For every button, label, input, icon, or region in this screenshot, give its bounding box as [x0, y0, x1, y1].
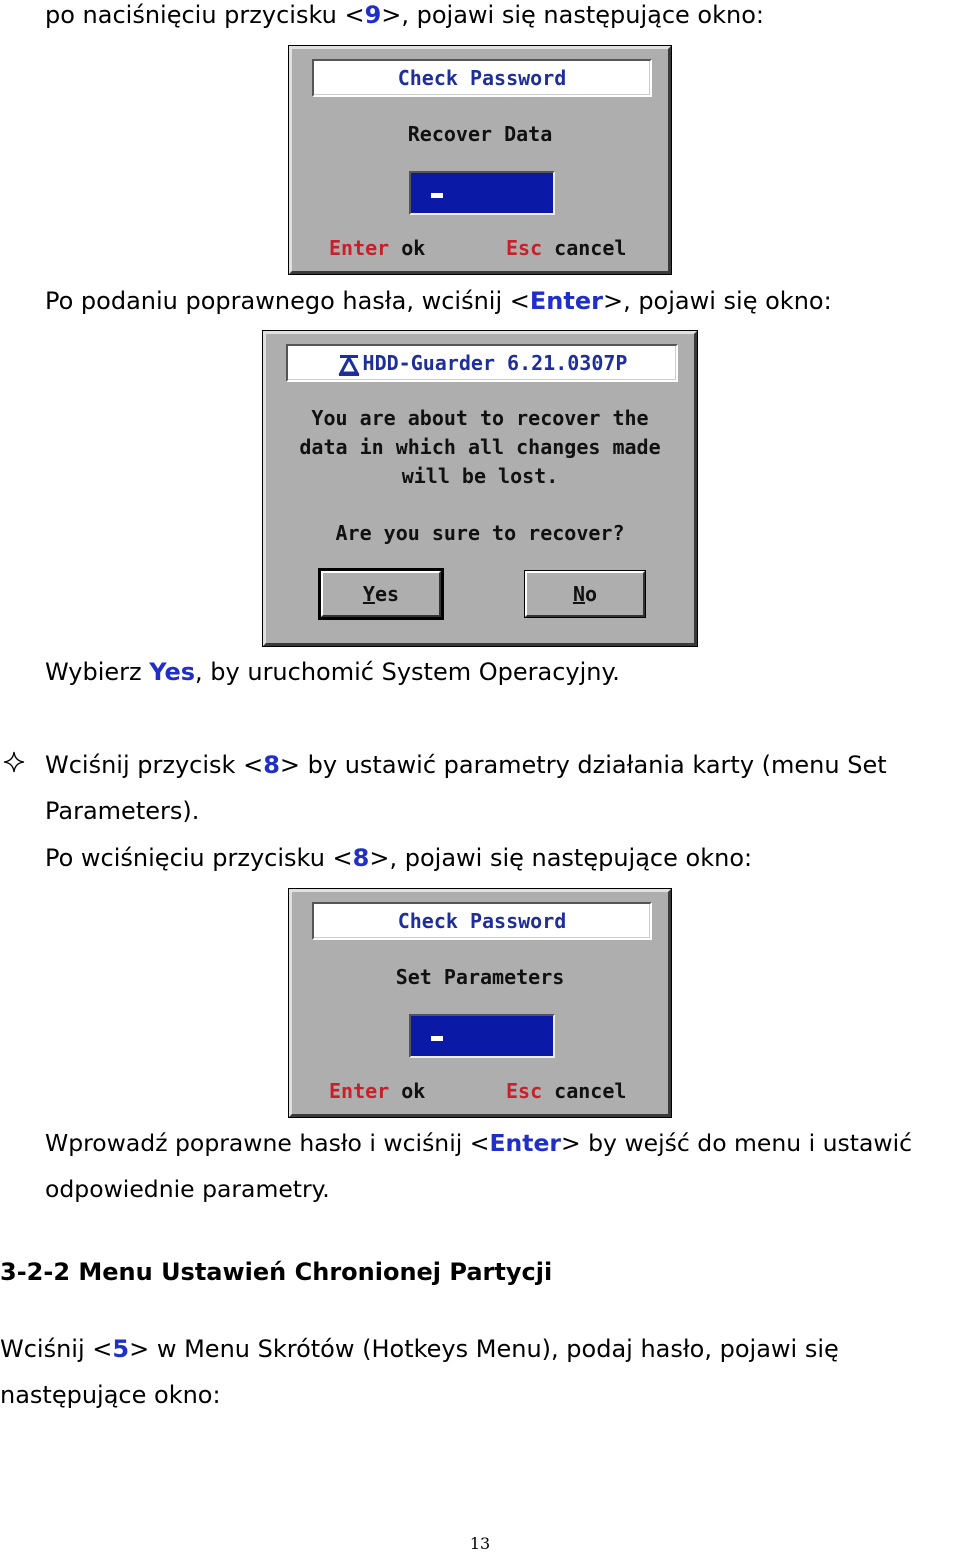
- key-5: 5: [112, 1335, 130, 1363]
- key-enter: Enter: [489, 1129, 561, 1157]
- paragraph-yes: Wybierz Yes, by uruchomić System Operacyjny.: [45, 658, 620, 686]
- password-input[interactable]: [409, 1014, 555, 1058]
- key-enter: Enter: [529, 287, 603, 315]
- paragraph-set-parameters: Wciśnij przycisk <8> by ustawić parametry działania karty (menu Set Parameters).: [45, 751, 887, 825]
- dialog-title: Check Password: [312, 902, 652, 940]
- enter-ok-hint[interactable]: Enter ok: [329, 1079, 426, 1103]
- warning-line-1: You are about to recover the: [311, 406, 649, 430]
- esc-cancel-hint[interactable]: Esc cancel: [506, 236, 627, 260]
- paragraph-enter: Po podaniu poprawnego hasła, wciśnij <Enter>, pojawi się okno:: [45, 287, 832, 315]
- enter-ok-hint[interactable]: Enter ok: [329, 236, 426, 260]
- warning-line-2: data in which all changes made: [299, 435, 661, 459]
- dialog-subtitle: Recover Data: [407, 122, 553, 146]
- section-heading: 3-2-2 Menu Ustawień Chronionej Partycji: [0, 1258, 553, 1286]
- recover-confirm-dialog: [263, 331, 697, 646]
- page-number: 13: [469, 1534, 491, 1553]
- diamond-bullet-icon: [2, 750, 26, 774]
- hdd-guarder-logo-icon: [337, 353, 361, 377]
- paragraph-hotkeys: Wciśnij <5> w Menu Skrótów (Hotkeys Menu), podaj hasło, pojawi się następujące okno:: [0, 1335, 839, 1409]
- yes-button[interactable]: Yes: [321, 571, 441, 617]
- no-button[interactable]: No: [525, 571, 645, 617]
- dialog-subtitle: Set Parameters: [395, 965, 565, 989]
- intro-paragraph: po naciśnięciu przycisku <9>, pojawi się następujące okno:: [45, 1, 764, 29]
- dialog-title: Check Password: [312, 59, 652, 97]
- key-8: 8: [263, 751, 280, 779]
- key-8: 8: [352, 844, 370, 872]
- text-cursor: [431, 1036, 443, 1041]
- paragraph-enter-password: Wprowadź poprawne hasło i wciśnij <Enter> by wejść do menu i ustawić odpowiednie parametry.: [45, 1129, 913, 1203]
- esc-cancel-hint[interactable]: Esc cancel: [506, 1079, 627, 1103]
- text-cursor: [431, 193, 443, 198]
- warning-line-3: will be lost.: [401, 464, 559, 488]
- password-input[interactable]: [409, 171, 555, 215]
- check-password-dialog-parameters: [289, 889, 671, 1117]
- confirm-question: Are you sure to recover?: [335, 521, 625, 545]
- key-yes: Yes: [149, 658, 196, 686]
- dialog-title: HDD-Guarder 6.21.0307P: [286, 344, 678, 382]
- key-9: 9: [364, 1, 382, 29]
- paragraph-after-8: Po wciśnięciu przycisku <8>, pojawi się następujące okno:: [45, 844, 753, 872]
- check-password-dialog-recover: [289, 46, 671, 274]
